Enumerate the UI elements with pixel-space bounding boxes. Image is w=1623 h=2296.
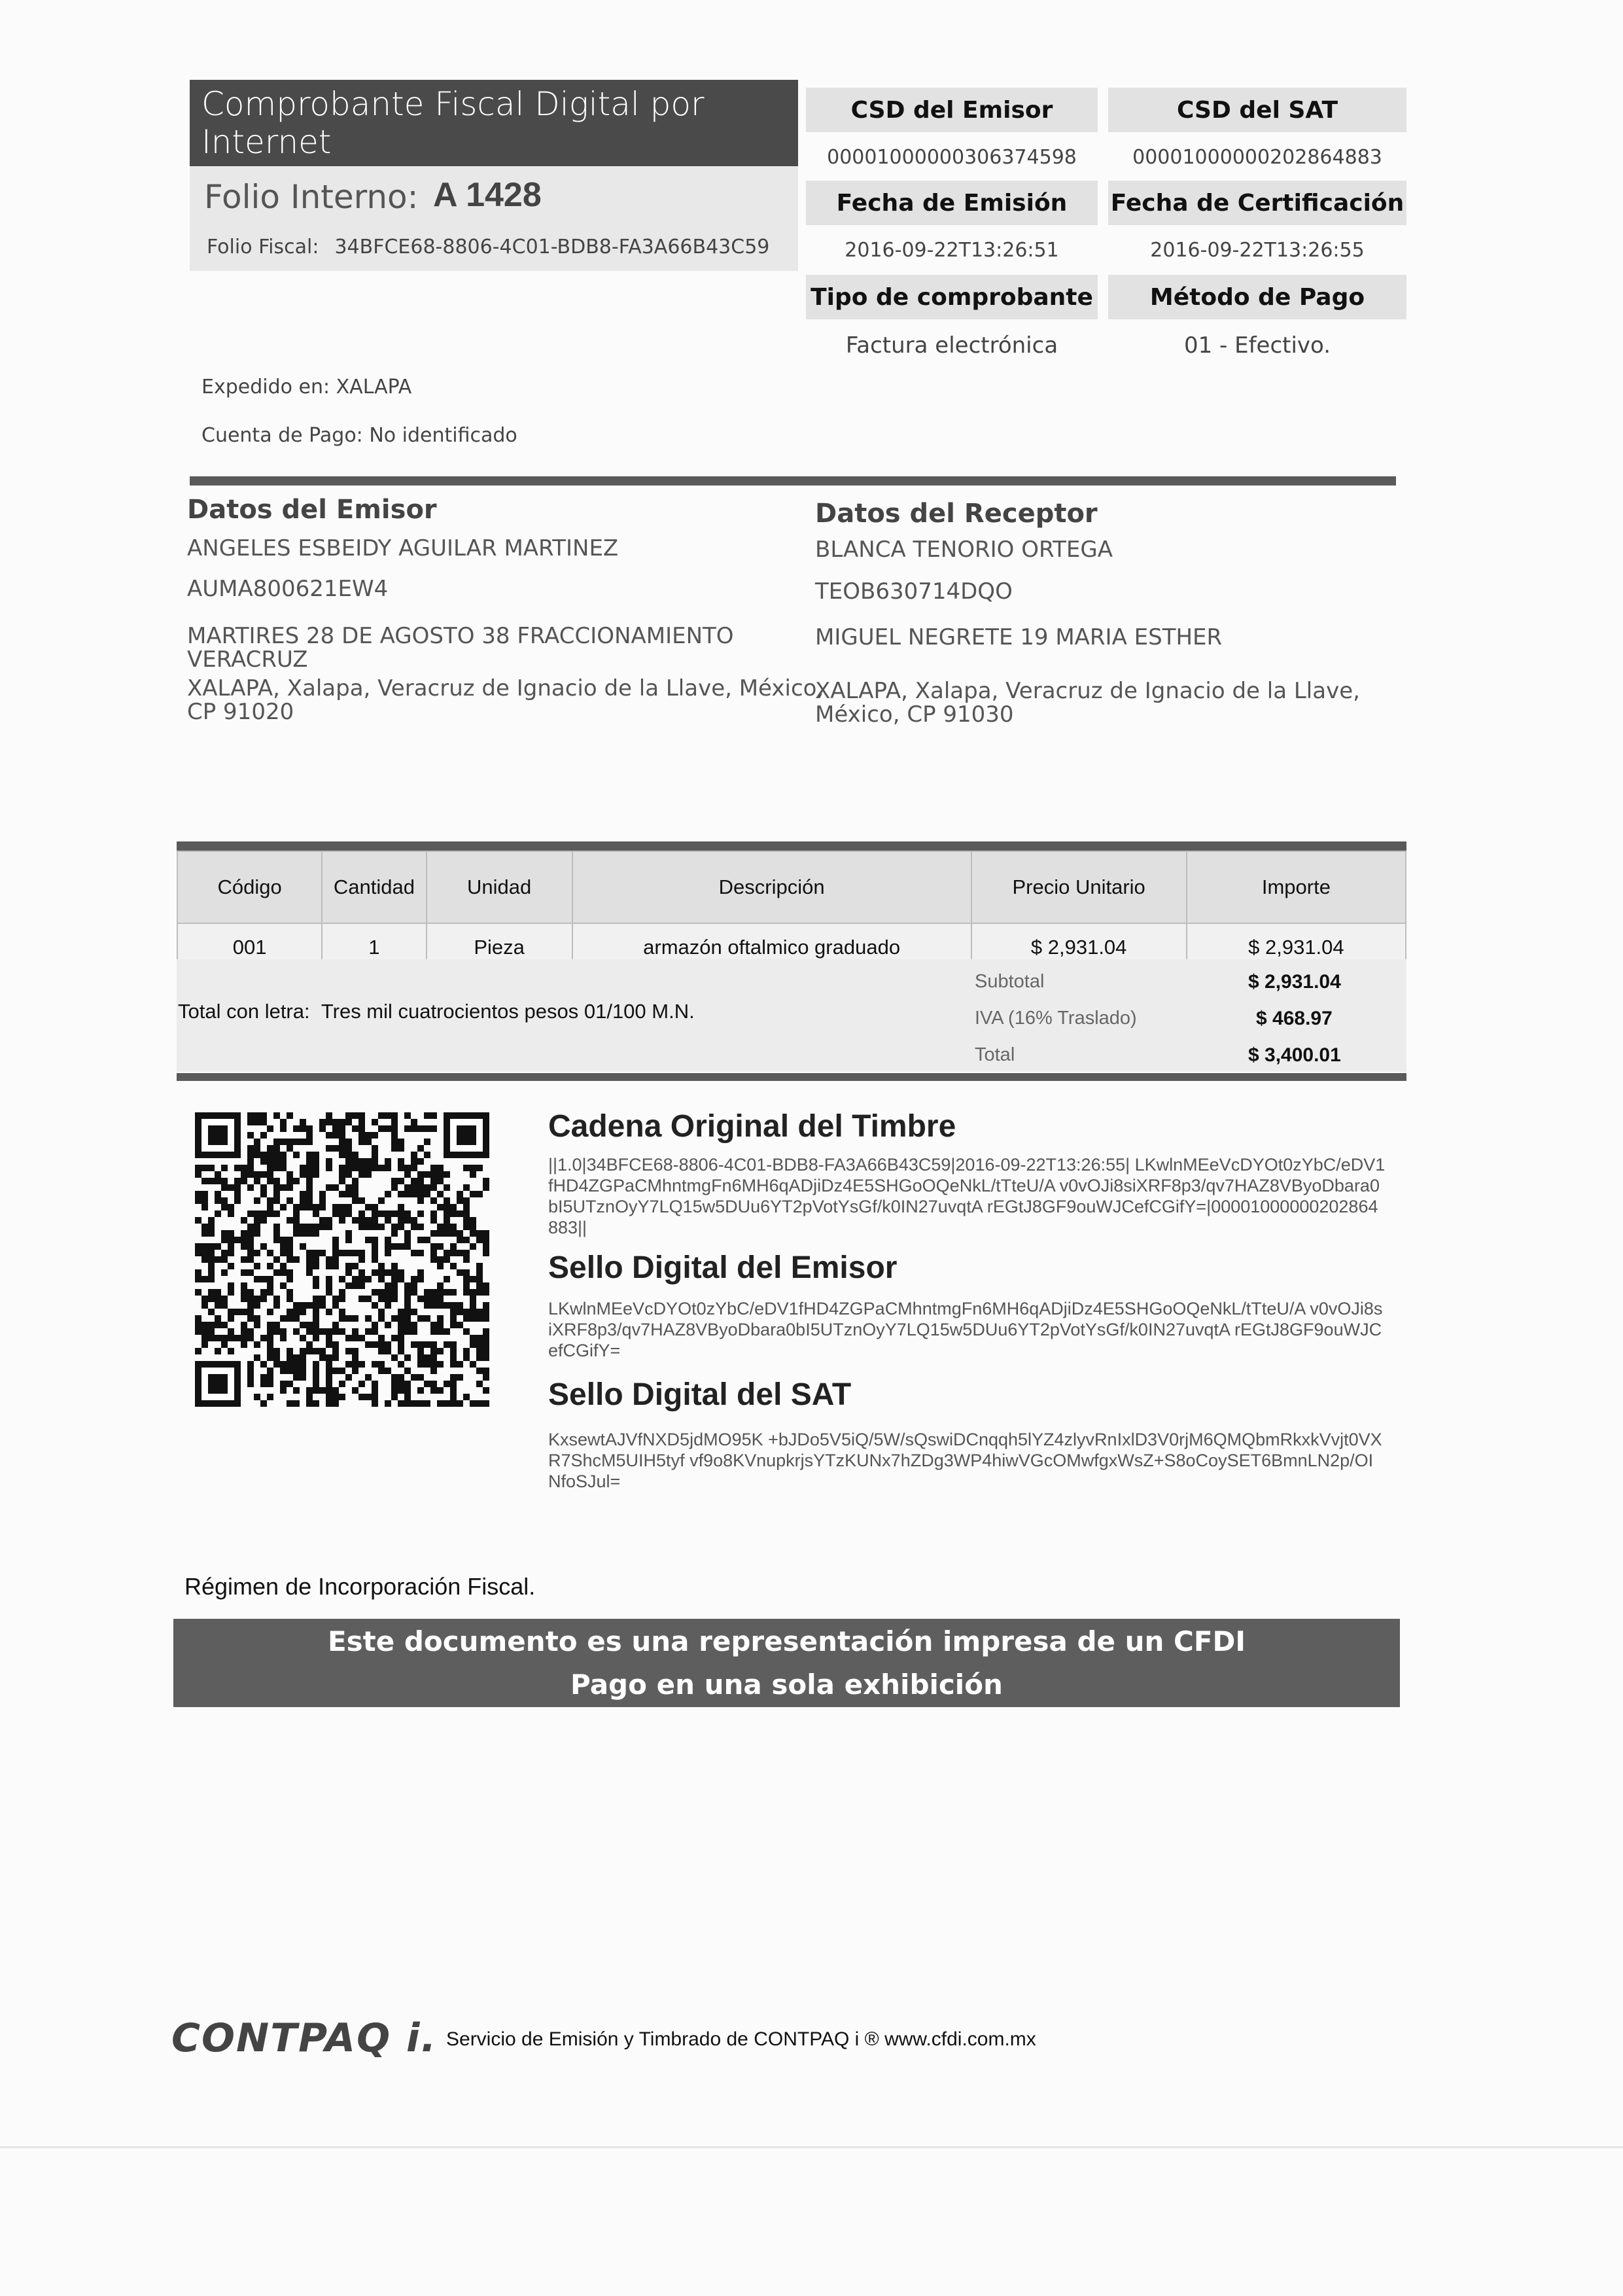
folio-interno-value: A 1428: [433, 176, 542, 214]
contpaq-logo: CONTPAQ i.: [171, 2015, 438, 2061]
metodo-pago-label: Método de Pago: [1108, 275, 1406, 319]
fecha-emision-value: 2016-09-22T13:26:51: [845, 238, 1059, 262]
emisor-address-4: CP 91020: [187, 699, 294, 725]
csd-emisor-value: 00001000000306374598: [827, 145, 1077, 169]
cadena-original-text: ||1.0|34BFCE68-8806-4C01-BDB8-FA3A66B43C59|2016-09-22T13:26:55| LKwlnMEeVcDYOt0zYbC/eDV1fHD4ZGPaCMhntmgFn6MH6qADjiDz4E5SHGoOQeNkL/tTteU/A v0vOJi8siXRF8p3/qv7HAZ8VByoDbara0bI5UTznOyY7LQ15w5DUu6YT2pVotYsGf/k0IN27uvqtA rEGtJ8GF9ouWJCefCGifY=|00001000000202864883||: [548, 1155, 1386, 1237]
subtotal-value: $ 2,931.04: [1248, 971, 1341, 993]
cell-unidad: Pieza: [427, 923, 572, 972]
col-header-codigo: Código: [177, 851, 322, 923]
total-con-letra-value: Tres mil cuatrocientos pesos 01/100 M.N.: [321, 1000, 695, 1023]
scan-edge: [0, 2146, 1623, 2148]
document-title: Comprobante Fiscal Digital por Internet: [190, 80, 798, 166]
emisor-address-3: XALAPA, Xalapa, Veracruz de Ignacio de la Llave, México,: [187, 675, 824, 701]
csd-emisor-label: CSD del Emisor: [806, 88, 1098, 132]
receptor-address-1: MIGUEL NEGRETE 19 MARIA ESTHER: [815, 624, 1223, 650]
sello-emisor-text: LKwlnMEeVcDYOt0zYbC/eDV1fHD4ZGPaCMhntmgFn6MH6qADjiDz4E5SHGoOQeNkL/tTteU/A v0vOJi8siXRF8p3/qv7HAZ8VByoDbara0bI5UTznOyY7LQ15w5DUu6YT2pVotYsGf/k0IN27uvqtA rEGtJ8GF9ouWJCefCGifY=: [548, 1299, 1383, 1360]
emisor-address-1: MARTIRES 28 DE AGOSTO 38 FRACCIONAMIENTO: [187, 623, 734, 649]
sello-emisor-title: Sello Digital del Emisor: [548, 1250, 898, 1285]
col-header-cantidad: Cantidad: [322, 851, 426, 923]
metodo-pago-value: 01 - Efectivo.: [1183, 332, 1331, 359]
col-header-importe: Importe: [1187, 851, 1406, 923]
col-header-unidad: Unidad: [427, 851, 572, 923]
cadena-original-title: Cadena Original del Timbre: [548, 1109, 956, 1144]
section-divider: [190, 476, 1396, 486]
folio-fiscal: [207, 236, 769, 258]
tipo-comprobante-value: Factura electrónica: [845, 332, 1058, 359]
iva-label: IVA (16% Traslado): [975, 1008, 1137, 1029]
regimen-fiscal: Régimen de Incorporación Fiscal.: [184, 1573, 536, 1600]
footer-line-1: Este documento es una representación impresa de un CFDI: [327, 1625, 1246, 1657]
table-bottom-rule: [177, 1073, 1406, 1081]
subtotal-label: Subtotal: [975, 971, 1045, 992]
fecha-certificacion-label: Fecha de Certificación: [1108, 181, 1406, 225]
col-header-precio: Precio Unitario: [971, 851, 1187, 923]
total-value: $ 3,400.01: [1248, 1044, 1341, 1066]
table-header-row: [177, 851, 1406, 923]
items-table: [177, 851, 1406, 972]
table-top-rule: [177, 841, 1406, 851]
total-con-letra-label: Total con letra:: [178, 1000, 310, 1023]
folio-interno-label: Folio Interno:: [204, 178, 419, 216]
sello-sat-title: Sello Digital del SAT: [548, 1377, 852, 1412]
cell-codigo: 001: [177, 923, 322, 972]
footer-line-2: Pago en una sola exhibición: [570, 1669, 1003, 1701]
receptor-name: BLANCA TENORIO ORTEGA: [815, 537, 1113, 563]
fecha-emision-label: Fecha de Emisión: [806, 181, 1098, 225]
iva-value: $ 468.97: [1256, 1008, 1333, 1029]
cell-cantidad: 1: [322, 923, 426, 972]
receptor-address-2: XALAPA, Xalapa, Veracruz de Ignacio de la Llave,: [815, 678, 1360, 704]
total-label: Total: [975, 1044, 1015, 1065]
tipo-comprobante-label: Tipo de comprobante: [806, 275, 1098, 319]
fecha-certificacion-value: 2016-09-22T13:26:55: [1150, 238, 1365, 262]
receptor-rfc: TEOB630714DQO: [815, 578, 1013, 605]
col-header-descripcion: Descripción: [572, 851, 971, 923]
csd-sat-value: 00001000000202864883: [1132, 145, 1382, 169]
emisor-rfc: AUMA800621EW4: [187, 576, 389, 602]
sello-sat-text: KxsewtAJVfNXD5jdMO95K +bJDo5V5iQ/5W/sQswiDCnqqh5lYZ4zlyvRnIxlD3V0rjM6QMQbmRkxkVvjt0VXR7ShcM5UIH5tyf vf9o8KVnupkrjsYTzKUNx7hZDg3WP4hiwVGcOMwfgxWsZ+S8oCoySET6BmnLN2p/OINfoSJul=: [548, 1430, 1382, 1491]
emisor-title: Datos del Emisor: [187, 495, 437, 525]
csd-sat-label: CSD del SAT: [1108, 88, 1406, 132]
contpaq-service-text: Servicio de Emisión y Timbrado de CONTPAQ i ® www.cfdi.com.mx: [446, 2028, 1036, 2050]
total-con-letra: [178, 1000, 695, 1023]
cell-importe: $ 2,931.04: [1187, 923, 1406, 972]
qr-code: [195, 1112, 489, 1407]
cuenta-de-pago: Cuenta de Pago: No identificado: [201, 424, 517, 447]
emisor-address-2: VERACRUZ: [187, 646, 308, 673]
folio-fiscal-value: 34BFCE68-8806-4C01-BDB8-FA3A66B43C59: [334, 236, 770, 258]
footer-banner: [173, 1619, 1400, 1707]
expedido-en: Expedido en: XALAPA: [201, 376, 412, 398]
receptor-address-3: México, CP 91030: [815, 701, 1014, 728]
emisor-name: ANGELES ESBEIDY AGUILAR MARTINEZ: [187, 535, 619, 561]
receptor-title: Datos del Receptor: [815, 499, 1098, 529]
cell-descripcion: armazón oftalmico graduado: [572, 923, 971, 972]
cell-precio: $ 2,931.04: [971, 923, 1187, 972]
folio-fiscal-label: Folio Fiscal:: [207, 236, 319, 258]
